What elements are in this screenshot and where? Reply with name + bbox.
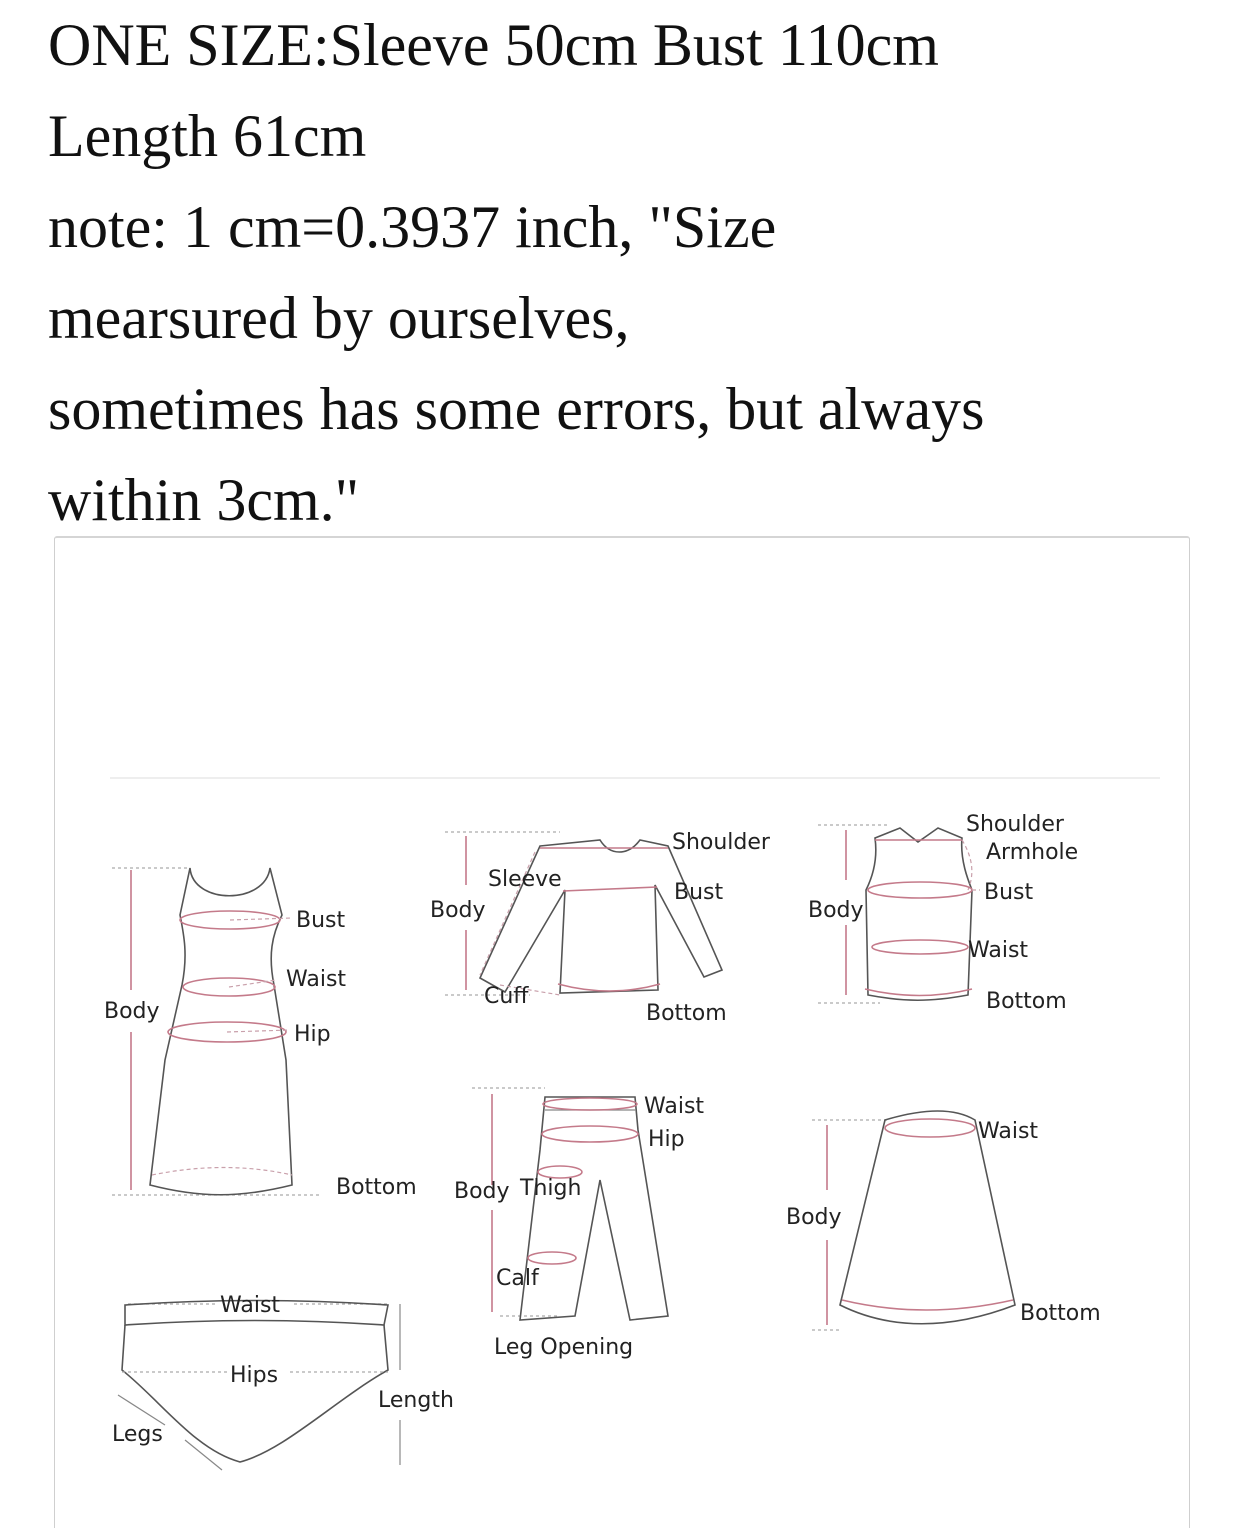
size-line-4: mearsured by ourselves, — [48, 285, 630, 351]
dress-bust-label: Bust — [296, 908, 346, 933]
top-illustration — [430, 830, 771, 1026]
top-bottom-label: Bottom — [646, 1001, 727, 1026]
vest-waist-label: Waist — [968, 938, 1029, 963]
vest-shoulder-label: Shoulder — [966, 812, 1064, 837]
pants-waist-label: Waist — [644, 1094, 705, 1119]
pants-body-label: Body — [454, 1179, 510, 1204]
pants-calf-label: Calf — [496, 1266, 539, 1291]
vest-illustration — [808, 812, 1078, 1014]
size-line-6: within 3cm." — [48, 467, 360, 533]
dress-hip-label: Hip — [294, 1022, 331, 1047]
briefs-hips-label: Hips — [230, 1363, 279, 1388]
vest-bottom-label: Bottom — [986, 989, 1067, 1014]
pants-thigh-label: Thigh — [520, 1176, 582, 1201]
dress-illustration — [104, 868, 417, 1200]
top-cuff-label: Cuff — [484, 984, 529, 1009]
pants-hip-label: Hip — [648, 1127, 685, 1152]
briefs-legs-label: Legs — [112, 1422, 163, 1447]
top-bust-label: Bust — [674, 880, 724, 905]
vest-bust-label: Bust — [984, 880, 1034, 905]
vest-armhole-label: Armhole — [986, 840, 1079, 865]
size-line-5: sometimes has some errors, but always — [48, 376, 985, 442]
skirt-waist-label: Waist — [978, 1119, 1039, 1144]
briefs-length-label: Length — [378, 1388, 454, 1413]
pants-illustration — [454, 1088, 704, 1360]
vest-body-label: Body — [808, 898, 864, 923]
dress-body-label: Body — [104, 999, 160, 1024]
top-shoulder-label: Shoulder — [672, 830, 770, 855]
top-body-label: Body — [430, 898, 486, 923]
briefs-illustration — [112, 1293, 454, 1470]
size-line-3: note: 1 cm=0.3937 inch, "Size — [48, 194, 777, 260]
size-line-2: Length 61cm — [48, 103, 367, 169]
pants-leg-opening-label: Leg Opening — [494, 1335, 634, 1360]
briefs-waist-label: Waist — [220, 1293, 281, 1318]
skirt-bottom-label: Bottom — [1020, 1301, 1101, 1326]
size-line-1: ONE SIZE:Sleeve 50cm Bust 110cm — [48, 12, 939, 78]
dress-bottom-label: Bottom — [336, 1175, 417, 1200]
dress-waist-label: Waist — [286, 967, 347, 992]
skirt-body-label: Body — [786, 1205, 842, 1230]
top-sleeve-label: Sleeve — [488, 867, 562, 892]
skirt-illustration — [786, 1111, 1101, 1330]
